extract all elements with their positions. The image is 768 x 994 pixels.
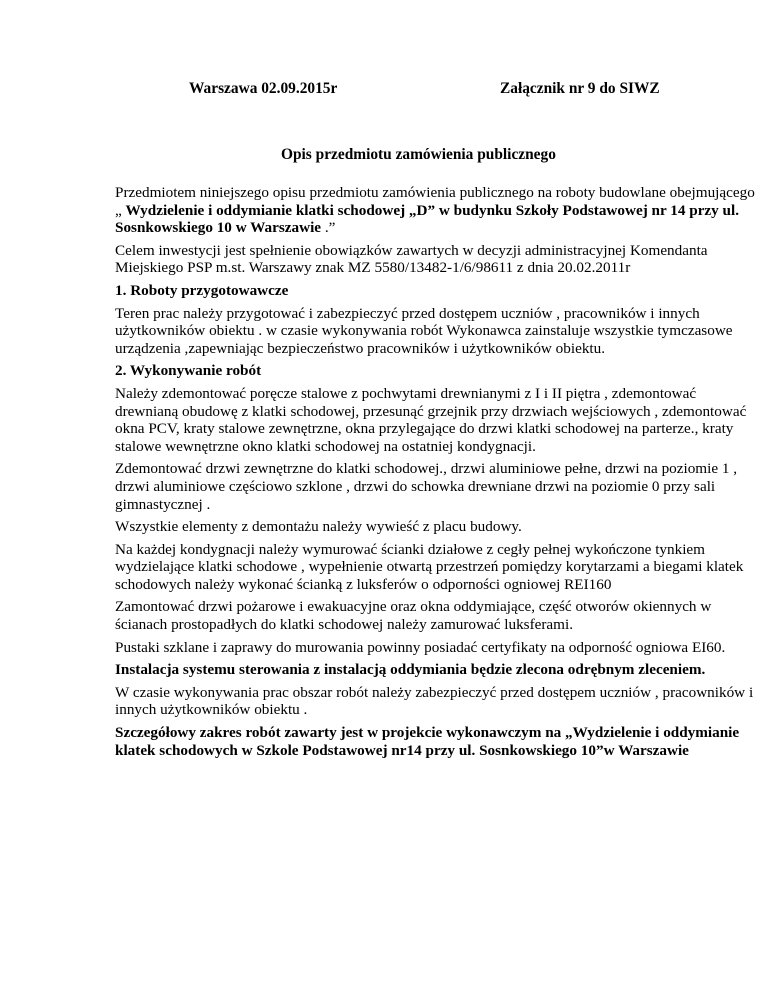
- intro-tail: .”: [321, 219, 336, 237]
- scope-reference: Szczegółowy zakres robót zawarty jest w projekcie wykonawczym na „Wydzielenie i oddymianie klatek schodowych w Szkole Podstawowej nr14 przy ul. Sosnkowskiego 10”w Warszawie: [115, 724, 740, 759]
- section-2-paragraph: Zdemontować drzwi zewnętrzne do klatki schodowej., drzwi aluminiowe pełne, drzwi na poziomie 1 , drzwi aluminiowe częściowo szklone , drzwi do schowka drewniane drzwi na poziomie 0 przy sali gimnastycznej .: [115, 460, 738, 513]
- section-1-text: Teren prac należy przygotować i zabezpieczyć przed dostępem uczniów , pracowników i innych użytkowników obiektu . w czasie wykonywania robót Wykonawca zainstaluje wszystkie tymczasowe urządzenia ,zapewniając bezpieczeństwo pracowników i użytkowników obiektu.: [115, 304, 733, 357]
- section-1-heading: 1. Roboty przygotowawcze: [115, 281, 289, 299]
- protection-paragraph: W czasie wykonywania prac obszar robót należy zabezpieczyć przed dostępem uczniów , pracowników i innych użytkowników obiektu .: [115, 683, 754, 719]
- section-2-paragraph: Zamontować drzwi pożarowe i ewakuacyjne oraz okna oddymiające, część otworów okiennych w ścianach prostopadłych do klatki schodowej należy zamurować luksferami.: [115, 598, 712, 634]
- section-2-paragraph: Pustaki szklane i zaprawy do murowania powinny posiadać certyfikaty na odporność ogniowa EI60.: [115, 638, 726, 656]
- document-body: [115, 184, 755, 764]
- section-2-paragraph: Należy zdemontować poręcze stalowe z pochwytami drewnianymi z I i II piętra , zdemontować drewnianą obudowę z klatki schodowej, przesunąć grzejnik przy drzwiach wejściowych , zdemontować okna PCV, kraty stalowe zewnętrzne, okna przylegające do drzwi klatki schodowej na parterze., kraty stalowe wewnętrzne okno klatki schodowej na ostatniej kondygnacji.: [115, 384, 747, 455]
- bold-note: Instalacja systemu sterowania z instalacją oddymiania będzie zlecona odrębnym zleceniem.: [115, 661, 706, 679]
- attachment-label: Załącznik nr 9 do SIWZ: [500, 80, 660, 97]
- place-date: Warszawa 02.09.2015r: [189, 80, 338, 97]
- document-title: Opis przedmiotu zamówienia publicznego: [281, 146, 556, 163]
- section-2-heading: 2. Wykonywanie robót: [115, 362, 262, 380]
- section-2-paragraph: Wszystkie elementy z demontażu należy wywieść z placu budowy.: [115, 518, 522, 536]
- section-2-paragraph: Na każdej kondygnacji należy wymurować ścianki działowe z cegły pełnej wykończone tynkiem wydzielające klatki schodowe , wypełnienie otwartą przestrzeń pomiędzy korytarzami a biegami klatek schodowych należy wykonać ścianką z luksferów o odporności ogniowej REI160: [115, 540, 744, 593]
- intro-text: Przedmiotem niniejszego opisu przedmiotu zamówienia publicznego na roboty budowlane obejmującego „: [115, 184, 755, 219]
- intro-subject: Wydzielenie i oddymianie klatki schodowej „D” w budynku Szkoły Podstawowej nr 14 przy ul. Sosnkowskiego 10 w Warszawie: [115, 201, 740, 237]
- goal-paragraph: Celem inwestycji jest spełnienie obowiązków zawartych w decyzji administracyjnej Komendanta Miejskiego PSP m.st. Warszawy znak MZ 5580/13482-1/6/98611 z dnia 20.02.2011r: [115, 241, 708, 277]
- intro-paragraph: [115, 184, 755, 237]
